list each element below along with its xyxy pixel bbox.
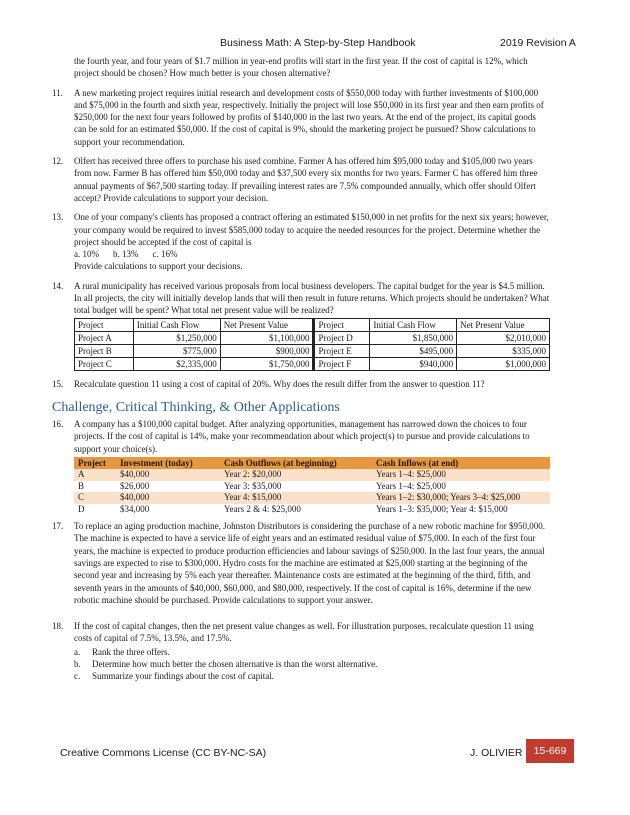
table-header-row — [75, 318, 550, 331]
option-b: b. 13% — [113, 249, 139, 260]
table-header-cell: Initial Cash Flow — [133, 318, 220, 331]
table-cell: $1,850,000 — [370, 331, 457, 344]
license-text: Creative Commons License (CC BY-NC-SA) — [60, 747, 267, 759]
option-a: a. 10% — [74, 249, 99, 260]
question-text: One of your company's clients has proposed a contract offering an estimated $150,000 in net profits for the next six years; however, your company would be required to invest $585,000 today to acquire the needed resources for the project. Determine whether the project should be accepted if the cost of capital is — [74, 212, 549, 247]
table-row — [75, 331, 550, 344]
table-cell: Year 3: $35,000 — [220, 481, 372, 493]
table-cell: A — [74, 469, 116, 481]
question-number: 15. — [52, 378, 64, 389]
question-number: 16. — [52, 418, 64, 429]
table-cell: $1,250,000 — [133, 331, 220, 344]
list-text: Summarize your findings about the cost of capital. — [92, 671, 274, 682]
page-number-badge: 15-669 — [526, 739, 574, 763]
table-cell: Years 2 & 4: $25,000 — [220, 504, 372, 516]
question-text: Recalculate question 11 using a cost of capital of 20%. Why does the result differ from the answer to question 11? — [74, 378, 485, 389]
table-cell: $26,000 — [116, 481, 220, 493]
table-cell: $335,000 — [457, 344, 550, 357]
capital-projects-table — [74, 457, 550, 516]
question-number: 11. — [52, 87, 63, 98]
table-cell: Year 2: $20,000 — [220, 469, 372, 481]
table-row — [75, 344, 550, 357]
table-header-cell: Cash Outflows (at beginning) — [220, 457, 372, 469]
table-cell: $2,010,000 — [457, 331, 550, 344]
question-13 — [52, 211, 550, 272]
table-cell: Years 1–3: $35,000; Year 4: $15,000 — [372, 504, 550, 516]
question-text: A company has a $100,000 capital budget. After analyzing opportunities, management has narrowed down the choices to four projects. If the cost of capital is 14%, make your recommendation about which project(s) to pursue and provide calculations to support your choice(s). — [74, 418, 530, 454]
question-12 — [52, 155, 550, 204]
question-11 — [52, 87, 550, 148]
table-header-row — [74, 457, 550, 469]
author-name: J. OLIVIER — [470, 747, 523, 759]
question-text: A rural municipality has received various proposals from local business developers. The capital budget for the year is $4.5 million. In all projects, the city will initially develop lands that will then result in future returns. Which projects should be undertaken? What total budget will be spent? What total net present value will be realized? — [74, 280, 550, 316]
revision-label: 2019 Revision A — [500, 37, 576, 49]
table-cell: Project C — [75, 357, 134, 370]
sub-question-list — [74, 646, 550, 683]
table-header-cell: Initial Cash Flow — [370, 318, 457, 331]
table-cell: D — [74, 504, 116, 516]
question-18 — [52, 620, 550, 682]
table-cell: Project B — [75, 344, 134, 357]
table-row — [74, 481, 550, 493]
list-item — [74, 658, 550, 670]
table-cell: Project A — [75, 331, 134, 344]
table-row — [75, 357, 550, 370]
table-cell: Project E — [314, 344, 370, 357]
table-header-cell: Net Present Value — [220, 318, 314, 331]
table-cell: $1,000,000 — [457, 357, 550, 370]
question-17 — [52, 520, 550, 606]
page-footer — [0, 736, 630, 766]
list-label: c. — [74, 671, 81, 682]
table-cell: $495,000 — [370, 344, 457, 357]
table-cell: $40,000 — [116, 492, 220, 504]
question-text: To replace an aging production machine, Johnston Distributors is considering the purchase of a new robotic machine for $950,000. The machine is expected to have a service life of eight years and an estimated residual value of $75,000. In each of the first four years, the machine is expected to produce production efficiencies and labour savings of $250,000. In the last four years, the annual savings are expected to rise to $300,000. Hydro costs for the machine are estimated at $25,000 starting at the beginning of the second year and increasing by 5% each year thereafter. Maintenance costs are estimated at the beginning of the third, fifth, and seventh years in the amounts of $40,000, $60,000, and $80,000, respectively. If the cost of capital is 16%, determine if the new robotic machine should be purchased. Provide calculations to support your answer. — [74, 521, 545, 605]
question-number: 13. — [52, 212, 64, 223]
table-cell: Years 1–4: $25,000 — [372, 469, 550, 481]
question-tail: Provide calculations to support your decisions. — [74, 261, 243, 272]
list-item — [74, 646, 550, 658]
table-cell: $900,000 — [220, 344, 314, 357]
book-title: Business Math: A Step-by-Step Handbook — [220, 37, 416, 49]
table-cell: Years 1–4: $25,000 — [372, 481, 550, 493]
table-cell: $34,000 — [116, 504, 220, 516]
table-cell: Year 4: $15,000 — [220, 492, 372, 504]
question-number: 12. — [52, 156, 64, 167]
project-npv-table — [74, 318, 550, 371]
question-number: 18. — [52, 621, 64, 632]
table-cell: $40,000 — [116, 469, 220, 481]
table-cell: $2,335,000 — [133, 357, 220, 370]
table-row — [74, 469, 550, 481]
list-label: b. — [74, 658, 81, 669]
question-14 — [52, 280, 550, 371]
option-c: c. 16% — [152, 249, 178, 260]
rate-options — [74, 248, 550, 260]
table-cell: Project F — [314, 357, 370, 370]
table-cell: B — [74, 481, 116, 493]
table-cell: $775,000 — [133, 344, 220, 357]
table-header-cell: Project — [74, 457, 116, 469]
question-number: 17. — [52, 521, 64, 532]
main-content — [52, 55, 550, 683]
question-text: If the cost of capital changes, then the net present value changes as well. For illustration purposes, recalculate question 11 using costs of capital of 7.5%, 13.5%, and 17.5%. — [74, 621, 534, 644]
question-15 — [52, 378, 550, 390]
section-heading: Challenge, Critical Thinking, & Other Applications — [52, 399, 340, 415]
table-header-cell: Investment (today) — [116, 457, 220, 469]
table-header-cell: Cash Inflows (at end) — [372, 457, 550, 469]
table-header-cell: Project — [314, 318, 370, 331]
table-row — [74, 492, 550, 504]
question-text: A new marketing project requires initial research and development costs of $550,000 today with further investments of $100,000 and $75,000 in the fourth and sixth year, respectively. Initially the project will lose $50,000 in its first year and then earn profits of $250,000 for the next four years followed by profits of $140,000 in the last two years. At the end of the project, its capital goods can be sold for an estimated $50,000. If the cost of capital is 9%, should the marketing project be pursued? Show calculations to support your recommendation. — [74, 87, 544, 147]
list-item — [74, 670, 550, 682]
question-16 — [52, 418, 550, 516]
question-text: Olfert has received three offers to purchase his used combine. Farmer A has offered him $95,000 today and $105,000 two years from now. Farmer B has offered him $50,000 today and $37,500 every six months for two years. Farmer C has offered him three annual payments of $67,500 starting today. If prevailing interest rates are 7.5% compounded annually, which offer should Olfert accept? Provide calculations to support your decision. — [74, 156, 538, 203]
table-cell: Years 1–2: $30,000; Years 3–4: $25,000 — [372, 492, 550, 504]
continued-question-text: the fourth year, and four years of $1.7 million in year-end profits will start in the first year. If the cost of capital is 12%, which project should be chosen? How much better is your chosen alternative? — [74, 56, 528, 79]
table-row — [74, 504, 550, 516]
list-text: Determine how much better the chosen alternative is than the worst alternative. — [92, 658, 378, 669]
table-cell: $1,750,000 — [220, 357, 314, 370]
table-cell: C — [74, 492, 116, 504]
table-header-cell: Project — [75, 318, 134, 331]
list-label: a. — [74, 646, 81, 657]
table-header-cell: Net Present Value — [457, 318, 550, 331]
table-cell: $1,100,000 — [220, 331, 314, 344]
question-number: 14. — [52, 280, 64, 291]
page-header — [0, 37, 630, 53]
table-cell: $940,000 — [370, 357, 457, 370]
list-text: Rank the three offers. — [92, 646, 170, 657]
table-cell: Project D — [314, 331, 370, 344]
